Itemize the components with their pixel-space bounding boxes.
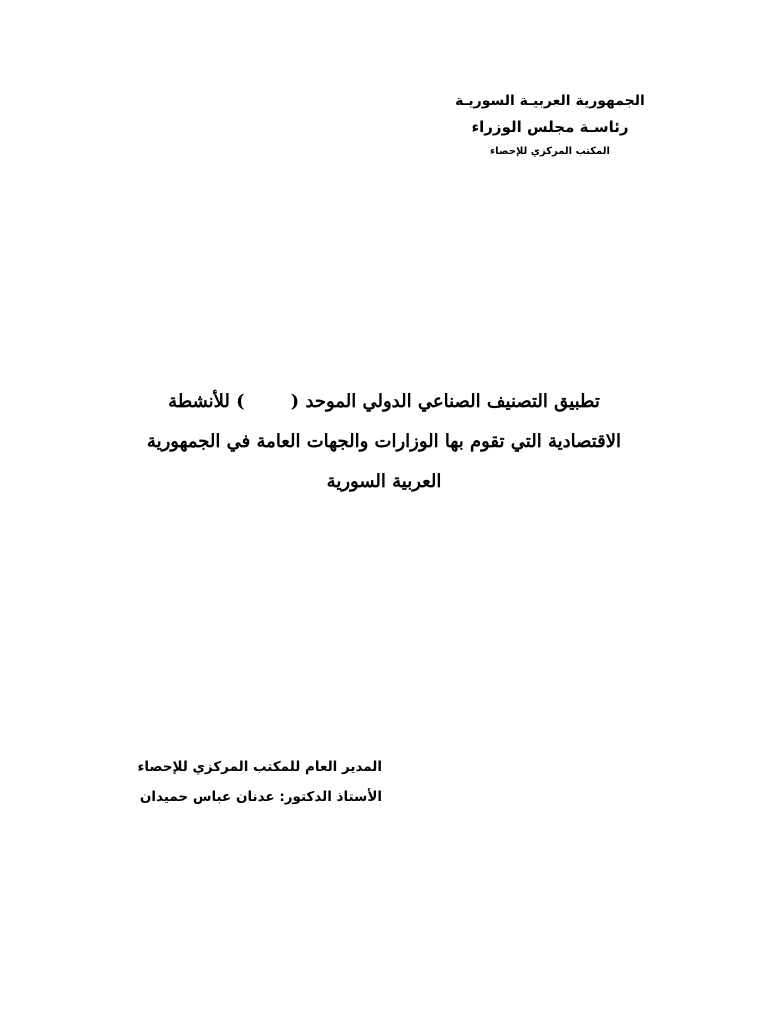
council-name: رئاسـة مجلس الوزراء <box>471 118 629 136</box>
title-line-2: الاقتصادية التي تقوم بها الوزارات والجهات العامة في الجمهورية <box>146 431 622 452</box>
document-title <box>130 382 638 502</box>
title-line-1 <box>130 382 638 422</box>
title-line-1-end: ) للأنشطة <box>168 391 245 412</box>
letterhead <box>450 90 650 162</box>
title-line-1-start: تطبيق التصنيف الصناعي الدولي الموحد ( <box>290 391 600 412</box>
bureau-name: المكتب المركزي للإحصاء <box>490 146 610 157</box>
country-name: الجمهورية العربيـة السوريـة <box>455 93 645 109</box>
signatory-position: المدير العام للمكتب المركزي للإحصاء <box>137 759 382 775</box>
signature-block <box>112 752 382 812</box>
signatory-name: الأستاذ الدكتور: عدنان عباس حميدان <box>139 789 382 805</box>
title-line-3: العربية السورية <box>326 471 442 492</box>
